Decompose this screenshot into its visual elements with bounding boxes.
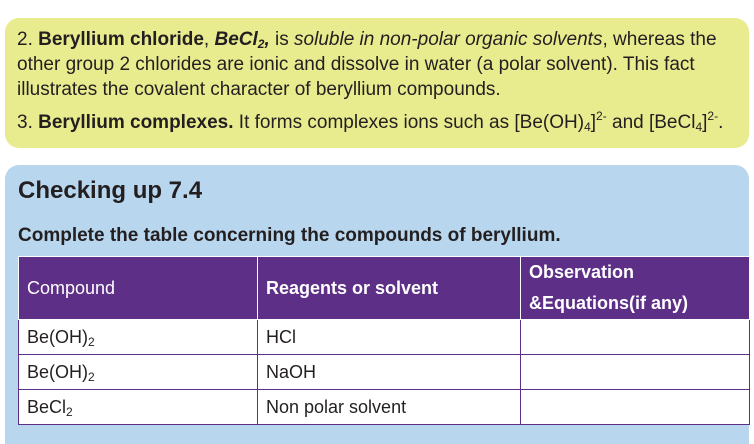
- cell-compound: [19, 390, 258, 425]
- point-3-paragraph: [17, 110, 737, 135]
- beryllium-notes-box: [5, 18, 749, 148]
- cell-observation[interactable]: [521, 390, 750, 425]
- becl4-charge: 2-: [707, 109, 719, 123]
- becl2-formula-base: BeCl: [214, 29, 258, 50]
- checking-up-title: Checking up 7.4: [18, 177, 203, 204]
- becl2-formula-subscript: 2: [257, 37, 265, 51]
- table-row: [19, 355, 750, 390]
- becl4-subscript: 4: [695, 120, 703, 134]
- point-2-number: 2.: [17, 29, 33, 50]
- cell-observation[interactable]: [521, 320, 750, 355]
- point-2-comma: ,: [203, 29, 210, 50]
- table-header-row: [19, 257, 750, 320]
- point-3-text: It forms complexes ions such as [Be(OH): [238, 112, 585, 133]
- point-3-period: .: [718, 112, 724, 133]
- point-2-heading: Beryllium chloride: [38, 29, 204, 50]
- compound-base: Be(OH): [27, 326, 89, 347]
- becl2-formula: [214, 29, 269, 50]
- point-3-number: 3.: [17, 112, 33, 133]
- table-row: [19, 320, 750, 355]
- table-row: [19, 390, 750, 425]
- header-observation-line2: &Equations(if any): [529, 293, 689, 313]
- compound-base: Be(OH): [27, 361, 89, 382]
- beoh4-subscript: 4: [584, 120, 591, 134]
- compound-subscript: 2: [88, 369, 95, 384]
- becl2-formula-comma: ,: [264, 29, 270, 50]
- beoh4-bracket: ]: [590, 112, 597, 133]
- cell-compound: [19, 355, 258, 390]
- cell-observation[interactable]: [521, 355, 750, 390]
- becl4-bracket: ]: [702, 112, 708, 133]
- compound-subscript: 2: [88, 334, 95, 349]
- header-observation-line1: Observation: [529, 262, 635, 282]
- header-observation: [521, 257, 750, 320]
- compound-subscript: 2: [66, 404, 73, 419]
- beryllium-compounds-table: [18, 256, 750, 425]
- cell-reagent: NaOH: [258, 355, 521, 390]
- point-3-and-text: and [BeCl: [606, 112, 696, 133]
- table-instruction: Complete the table concerning the compounds of beryllium.: [18, 225, 561, 246]
- point-2-rest: , whereas the other group 2 chlorides are ionic and dissolve in water (a polar solvent). This fact illustrates the covalent character of beryllium compounds.: [17, 29, 717, 100]
- beoh4-charge: 2-: [596, 109, 607, 123]
- header-reagents: Reagents or solvent: [258, 257, 521, 320]
- point-3-heading: Beryllium complexes.: [38, 112, 234, 133]
- header-compound: Compound: [19, 257, 258, 320]
- point-2-italic-phrase: soluble in non-polar organic solvents: [294, 29, 603, 50]
- cell-reagent: HCl: [258, 320, 521, 355]
- compound-base: BeCl: [27, 396, 67, 417]
- cell-compound: [19, 320, 258, 355]
- point-2-is: is: [275, 29, 289, 50]
- checking-up-box: [5, 165, 749, 444]
- cell-reagent: Non polar solvent: [258, 390, 521, 425]
- point-2-paragraph: [17, 27, 737, 102]
